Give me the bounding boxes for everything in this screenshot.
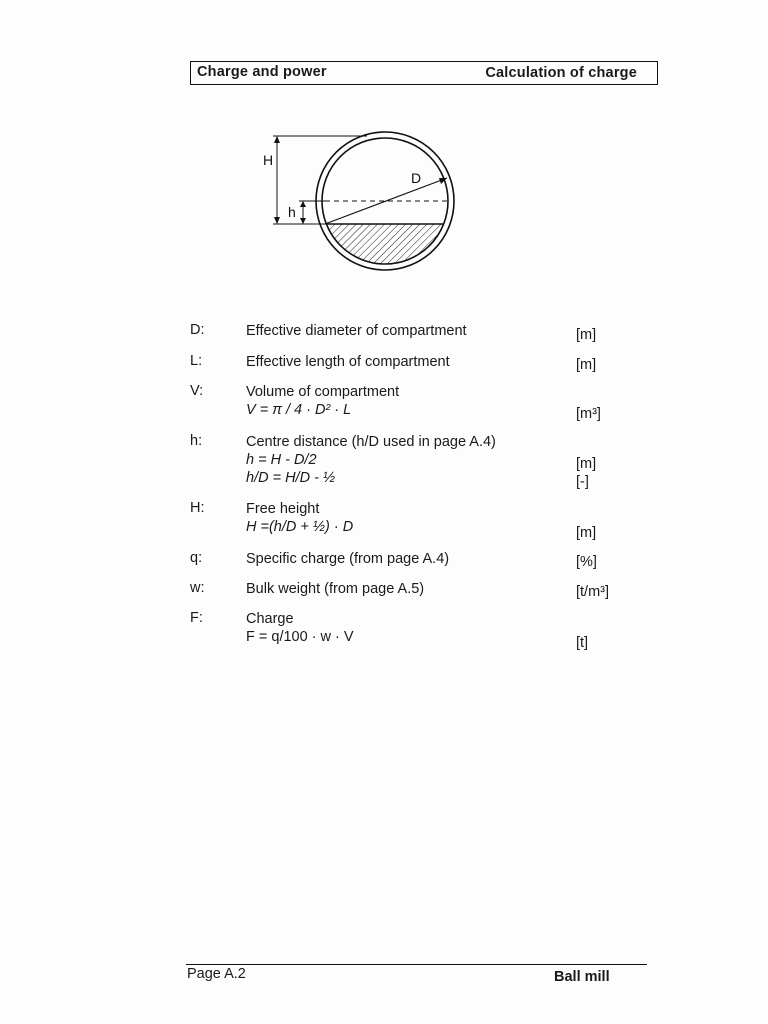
unit: [t/m³]	[576, 584, 610, 600]
formula: V = π / 4 · D² · L	[246, 402, 352, 418]
label-h: h	[288, 204, 296, 220]
symbol: L:	[190, 353, 203, 369]
unit: [t]	[576, 635, 589, 651]
footer-rule	[186, 964, 647, 965]
page-title: Calculation of charge	[485, 65, 637, 81]
symbol: V:	[190, 383, 204, 399]
symbol: H:	[190, 500, 205, 516]
description	[246, 580, 424, 598]
description	[246, 550, 449, 568]
description-text: Specific charge (from page A.4)	[246, 551, 450, 567]
description-text: Effective diameter of compartment	[246, 323, 467, 339]
description	[246, 433, 496, 487]
formula: F = q/100 · w · V	[246, 629, 354, 645]
description	[246, 353, 450, 371]
description-text: Effective length of compartment	[246, 354, 450, 370]
description-text: Free height	[246, 501, 320, 517]
unit: [%]	[576, 554, 597, 570]
formula: h/D = H/D - ½	[246, 470, 336, 486]
symbol: w:	[190, 580, 205, 596]
unit: [m]	[576, 327, 597, 343]
unit: [m³]	[576, 406, 601, 422]
symbol: q:	[190, 550, 203, 566]
symbol: F:	[190, 610, 203, 626]
symbol: D:	[190, 322, 205, 338]
description	[246, 383, 399, 419]
symbol: h:	[190, 433, 203, 449]
description	[246, 500, 353, 536]
unit: [m]	[576, 357, 597, 373]
page-number: Page A.2	[187, 966, 246, 982]
document-title: Ball mill	[554, 969, 610, 985]
description-text: Charge	[246, 611, 294, 627]
description-text: Bulk weight (from page A.5)	[246, 581, 425, 597]
section-title: Charge and power	[197, 64, 327, 80]
description-text: Volume of compartment	[246, 384, 400, 400]
unit: [m]	[576, 525, 597, 541]
label-D: D	[411, 170, 422, 186]
description-text: Centre distance (h/D used in page A.4)	[246, 434, 496, 450]
description	[246, 610, 354, 646]
unit: [m]	[576, 456, 597, 472]
unit: [-]	[576, 474, 589, 490]
formula: h = H - D/2	[246, 452, 317, 468]
label-H: H	[263, 152, 274, 168]
description	[246, 322, 467, 340]
formula: H =(h/D + ½) · D	[246, 519, 354, 535]
